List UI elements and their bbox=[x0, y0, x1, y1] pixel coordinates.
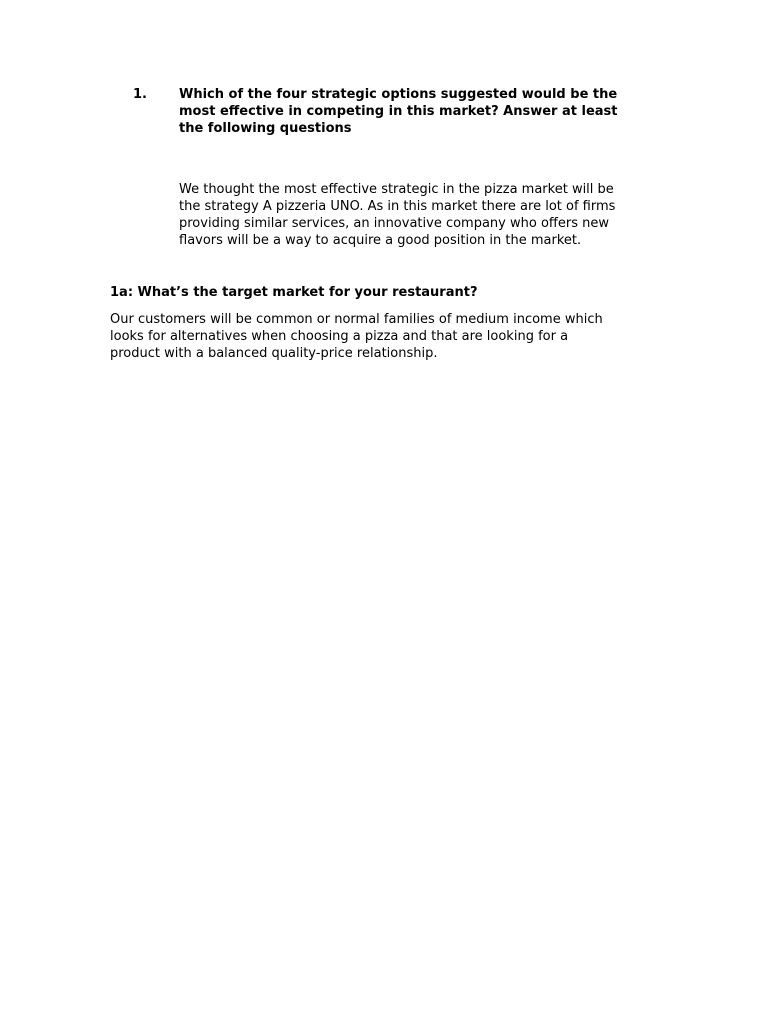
question-line: the following questions bbox=[179, 121, 352, 136]
subquestion-answer-line: product with a balanced quality-price relationship. bbox=[110, 346, 438, 361]
answer-line: the strategy A pizzeria UNO. As in this market there are lot of firms bbox=[179, 199, 616, 214]
subquestion-heading: 1a: What’s the target market for your restaurant? bbox=[110, 285, 478, 300]
subquestion-answer-line: looks for alternatives when choosing a pizza and that are looking for a bbox=[110, 329, 569, 344]
subquestion-answer-line: Our customers will be common or normal families of medium income which bbox=[110, 312, 603, 327]
question-text bbox=[179, 86, 669, 137]
answer-line: providing similar services, an innovative company who offers new bbox=[179, 216, 609, 231]
subquestion-answer-paragraph bbox=[110, 311, 670, 362]
answer-line: We thought the most effective strategic in the pizza market will be bbox=[179, 182, 614, 197]
question-line: Which of the four strategic options suggested would be the bbox=[179, 87, 618, 102]
answer-line: flavors will be a way to acquire a good position in the market. bbox=[179, 233, 582, 248]
question-line: most effective in competing in this market? Answer at least bbox=[179, 104, 618, 119]
answer-paragraph bbox=[179, 181, 669, 249]
question-number: 1. bbox=[133, 87, 147, 102]
